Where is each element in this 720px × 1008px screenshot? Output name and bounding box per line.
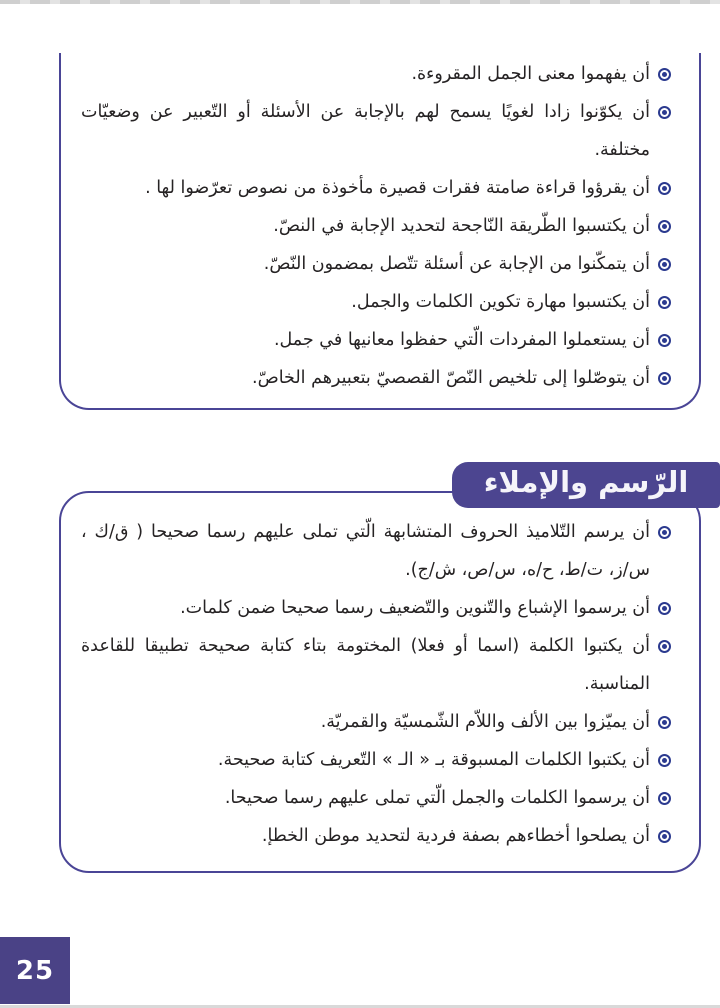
page-number-badge [0,937,70,1004]
reading-objectives-list [81,55,671,397]
objective-text: أن يتمكّنوا من الإجابة عن أسئلة تتّصل بمضمون النّصّ. [263,254,650,274]
section-title: الرّسم والإملاء [483,464,689,499]
fisheye-bullet-icon [658,526,671,539]
fisheye-bullet-icon [658,640,671,653]
objective-item [81,779,671,817]
objective-item [81,589,671,627]
objective-text: أن يستعملوا المفردات الّتي حفظوا معانيها في جمل. [273,330,650,350]
objective-text: أن يكتسبوا الطّريقة النّاجحة لتحديد الإجابة في النصّ. [273,216,650,236]
objective-text: أن يرسموا الكلمات والجمل الّتي تملى عليهم رسما صحيحا. [224,788,650,808]
objective-text: أن يرسموا الإشباع والتّنوين والتّضعيف رسما صحيحا ضمن كلمات. [180,598,650,618]
fisheye-bullet-icon [658,716,671,729]
objective-text: أن يفهموا معنى الجمل المقروءة. [411,64,650,84]
page-top-edge [0,0,720,4]
objective-item [81,513,671,589]
objective-item [81,703,671,741]
objective-text: أن يرسم التّلاميذ الحروف المتشابهة الّتي تملى عليهم رسما صحيحا ( ق/ك ، س/ز، ت/ط، ح/ه، س/ص، ش/ج). [81,522,650,580]
fisheye-bullet-icon [658,792,671,805]
objective-text: أن يكتبوا الكلمات المسبوقة بـ « الـ » التّعريف كتابة صحيحة. [217,750,650,770]
page-number: 25 [15,955,55,986]
objective-item [81,55,671,93]
objective-item [81,741,671,779]
objective-item [81,627,671,703]
objective-item [81,359,671,397]
fisheye-bullet-icon [658,754,671,767]
objective-text: أن يصلحوا أخطاءهم بصفة فردية لتحديد موطن الخطإ. [261,826,650,846]
fisheye-bullet-icon [658,182,671,195]
objective-text: أن يكوّنوا زادا لغويًا يسمح لهم بالإجابة عن الأسئلة أو التّعبير عن وضعيّات مختلفة. [81,102,650,160]
objective-text: أن يتوصّلوا إلى تلخيص النّصّ القصصيّ بتعبيرهم الخاصّ. [252,368,650,388]
fisheye-bullet-icon [658,68,671,81]
fisheye-bullet-icon [658,220,671,233]
objective-text: أن يقرؤوا قراءة صامتة فقرات قصيرة مأخوذة من نصوص تعرّضوا لها . [145,178,650,198]
fisheye-bullet-icon [658,106,671,119]
objective-item [81,817,671,855]
objective-text: أن يكتسبوا مهارة تكوين الكلمات والجمل. [351,292,650,312]
fisheye-bullet-icon [658,258,671,271]
objective-text: أن يميّزوا بين الألف واللاّم الشّمسيّة والقمريّة. [320,712,650,732]
fisheye-bullet-icon [658,372,671,385]
objective-item [81,93,671,169]
fisheye-bullet-icon [658,602,671,615]
fisheye-bullet-icon [658,830,671,843]
objective-item [81,169,671,207]
fisheye-bullet-icon [658,334,671,347]
section-title-banner [452,462,720,508]
objective-text: أن يكتبوا الكلمة (اسما أو فعلا) المختومة بتاء كتابة صحيحة تطبيقا للقاعدة المناسبة. [81,636,650,694]
objective-item [81,283,671,321]
objective-item [81,321,671,359]
reading-objectives-box [59,53,701,410]
objective-item [81,245,671,283]
spelling-objectives-box [59,491,701,873]
fisheye-bullet-icon [658,296,671,309]
spelling-objectives-list [81,513,671,855]
objective-item [81,207,671,245]
